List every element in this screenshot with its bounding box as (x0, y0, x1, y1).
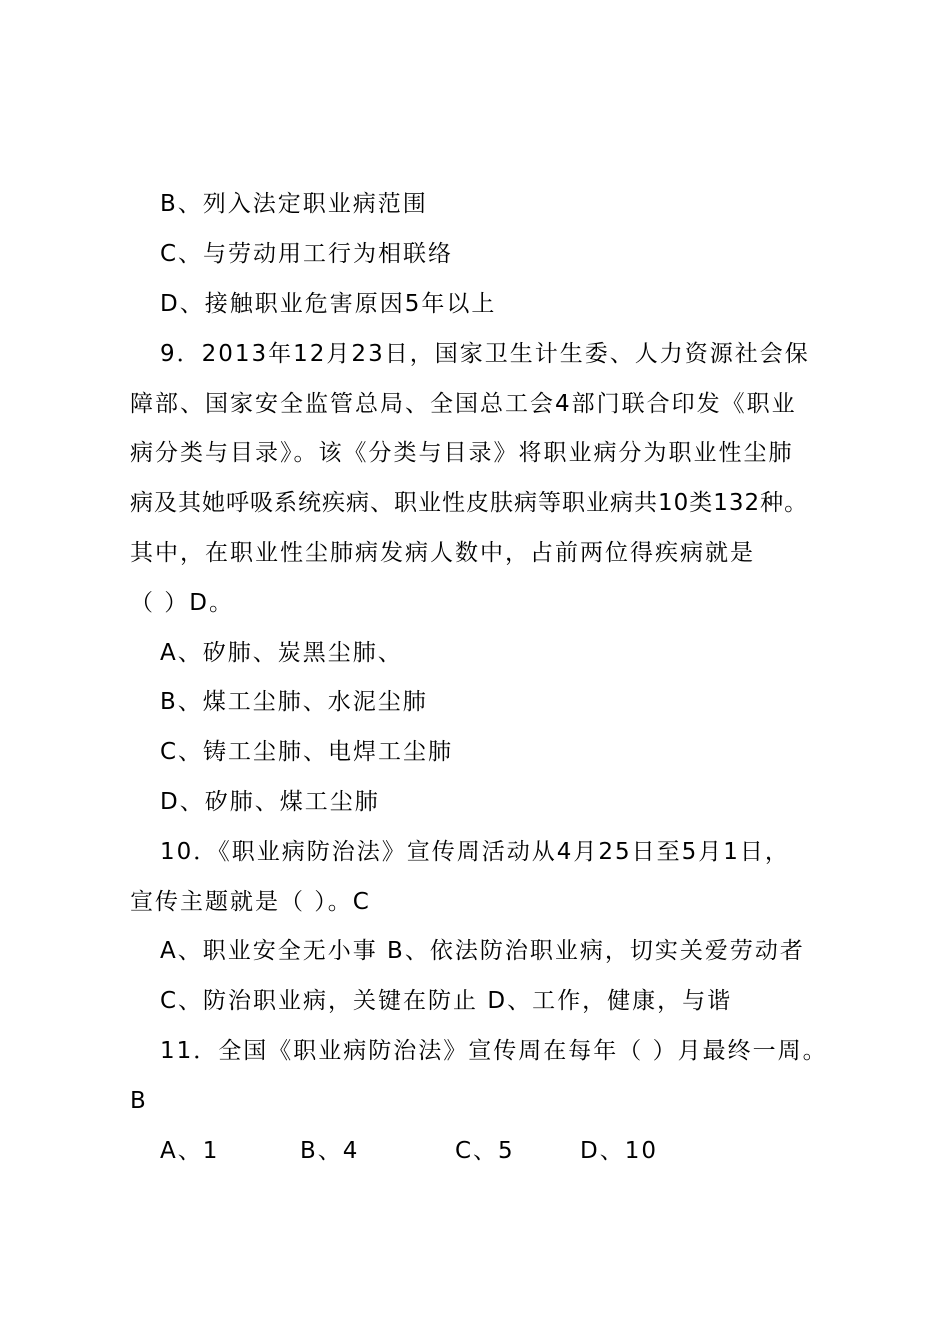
q8-option-c: C、与劳动用工行为相联络 (160, 241, 454, 267)
q9-line-2: 障部、国家安全监管总局、全国总工会4部门联合印发《职业 (130, 391, 797, 417)
q10-line-1: 10．《职业病防治法》宣传周活动从4月25日至5月1日， (160, 839, 790, 865)
q11-line-2: B (130, 1088, 148, 1114)
q9-option-a: A、矽肺、炭黑尘肺、 (160, 640, 403, 666)
q11-line-1: 11．全国《职业病防治法》宣传周在每年（ ）月最终一周。 (160, 1038, 828, 1064)
q9-line-4: 病及其她呼吸系统疾病、职业性皮肤病等职业病共10类132种。 (130, 490, 809, 516)
q9-option-b: B、煤工尘肺、水泥尘肺 (160, 689, 428, 715)
q11-option-b: B、4 (300, 1138, 360, 1164)
q8-option-b: B、列入法定职业病范围 (160, 191, 428, 217)
q9-option-d: D、矽肺、煤工尘肺 (160, 789, 380, 815)
q10-line-2: 宣传主题就是（ ）。C (130, 889, 371, 915)
q9-line-6: （ ）D。 (130, 590, 235, 616)
q11-option-d: D、10 (580, 1138, 658, 1164)
q9-line-1: 9．2013年12月23日，国家卫生计生委、人力资源社会保 (160, 341, 810, 367)
q9-option-c: C、铸工尘肺、电焊工尘肺 (160, 739, 454, 765)
q8-option-d: D、接触职业危害原因5年以上 (160, 291, 497, 317)
q11-option-c: C、5 (455, 1138, 515, 1164)
q9-line-5: 其中，在职业性尘肺病发病人数中，占前两位得疾病就是 (130, 540, 755, 566)
q10-options-row-2: C、防治职业病，关键在防止 D、工作，健康，与谐 (160, 988, 733, 1014)
q10-options-row-1: A、职业安全无小事 B、依法防治职业病，切实关爱劳动者 (160, 938, 805, 964)
q9-line-3: 病分类与目录》。该《分类与目录》将职业病分为职业性尘肺 (130, 440, 794, 466)
q11-option-a: A、1 (160, 1138, 220, 1164)
